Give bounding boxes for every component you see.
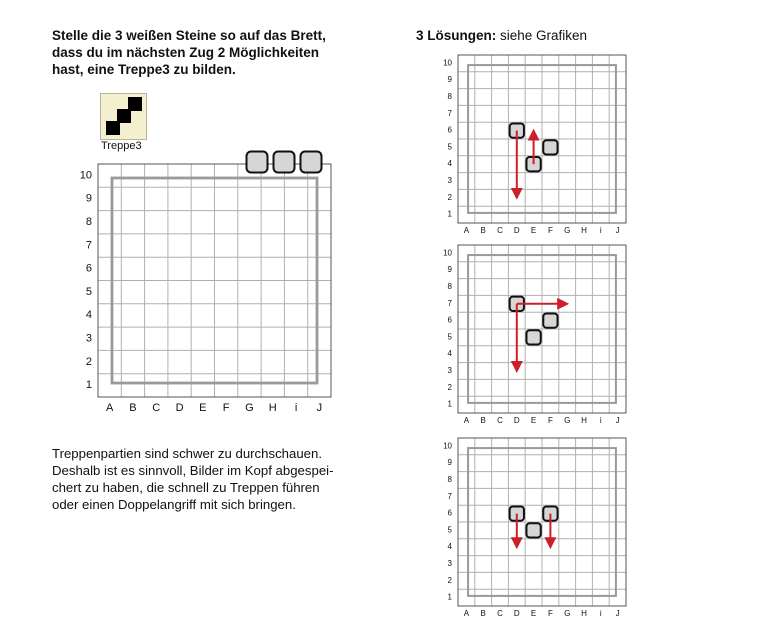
- row-label: 7: [447, 298, 452, 308]
- column-label: B: [480, 226, 486, 235]
- column-label: E: [530, 609, 537, 618]
- column-label: D: [513, 416, 520, 425]
- column-label: F: [547, 226, 553, 235]
- column-label: A: [105, 402, 114, 414]
- column-label: B: [480, 609, 486, 618]
- column-label: D: [175, 402, 184, 414]
- column-label: H: [581, 609, 587, 618]
- row-label: 2: [85, 355, 92, 368]
- row-label: 6: [85, 262, 92, 275]
- row-label: 5: [85, 285, 92, 298]
- row-label: 7: [447, 108, 452, 118]
- white-stone: [247, 152, 268, 173]
- row-label: 9: [85, 192, 92, 205]
- white-stone: [526, 330, 540, 344]
- main-board: [80, 152, 331, 415]
- column-label: i: [599, 609, 602, 618]
- column-label: i: [599, 416, 602, 425]
- row-label: 1: [447, 209, 452, 219]
- row-label: 10: [443, 441, 452, 451]
- note-line-1: Treppenpartien sind schwer zu durchschauen.: [52, 446, 323, 461]
- row-label: 6: [447, 508, 452, 518]
- white-stone: [526, 523, 540, 537]
- row-label: 10: [443, 58, 452, 68]
- row-label: 6: [447, 315, 452, 325]
- column-label: C: [497, 609, 503, 618]
- column-label: F: [547, 609, 553, 618]
- column-label: G: [564, 226, 571, 235]
- column-label: D: [513, 226, 520, 235]
- row-label: 3: [447, 366, 452, 376]
- row-label: 2: [447, 575, 452, 585]
- solutions-title-rest: siehe Grafiken: [496, 28, 588, 43]
- column-label: J: [615, 609, 620, 618]
- row-label: 6: [447, 125, 452, 135]
- row-label: 2: [447, 192, 452, 202]
- column-label: A: [463, 226, 470, 235]
- solution-board-3: [443, 438, 626, 618]
- column-label: H: [268, 402, 277, 414]
- column-label: H: [581, 416, 587, 425]
- row-label: 1: [85, 379, 92, 392]
- row-label: 1: [447, 592, 452, 602]
- column-label: C: [152, 402, 161, 414]
- column-label: i: [599, 226, 602, 235]
- column-label: J: [316, 402, 323, 414]
- row-label: 3: [447, 559, 452, 569]
- column-label: B: [480, 416, 486, 425]
- row-label: 4: [85, 309, 92, 322]
- row-label: 8: [447, 475, 452, 485]
- column-label: E: [530, 416, 537, 425]
- row-label: 3: [447, 176, 452, 186]
- column-label: E: [530, 226, 537, 235]
- solutions-title-bold: 3 Lösungen:: [416, 28, 497, 43]
- row-label: 3: [85, 332, 92, 345]
- white-stone: [274, 152, 295, 173]
- row-label: 9: [447, 75, 452, 85]
- row-label: 7: [85, 239, 92, 252]
- note-line-2: Deshalb ist es sinnvoll, Bilder im Kopf abgespei-: [52, 463, 334, 478]
- column-label: G: [245, 402, 254, 414]
- column-label: J: [615, 416, 620, 425]
- solution-board-1: [443, 55, 626, 235]
- row-label: 5: [447, 142, 452, 152]
- row-label: 1: [447, 399, 452, 409]
- row-label: 10: [443, 248, 452, 258]
- task-line-2: dass du im nächsten Zug 2 Möglichkeiten: [52, 45, 320, 60]
- column-label: B: [129, 402, 137, 414]
- row-label: 4: [447, 159, 452, 169]
- column-label: E: [199, 402, 207, 414]
- column-label: G: [564, 609, 571, 618]
- column-label: C: [497, 416, 503, 425]
- note-line-4: oder einen Doppelangriff mit sich bringen.: [52, 497, 296, 512]
- row-label: 2: [447, 382, 452, 392]
- row-label: 8: [447, 92, 452, 102]
- row-label: 5: [447, 525, 452, 535]
- piece-label: Treppe3: [101, 140, 142, 152]
- column-label: D: [513, 609, 520, 618]
- solution-board-2: [443, 245, 626, 425]
- row-label: 7: [447, 491, 452, 501]
- task-line-3: hast, eine Treppe3 zu bilden.: [52, 62, 236, 77]
- column-label: A: [463, 609, 470, 618]
- row-label: 5: [447, 332, 452, 342]
- white-stone: [543, 313, 557, 327]
- row-label: 8: [447, 282, 452, 292]
- column-label: C: [497, 226, 503, 235]
- white-stone: [543, 140, 557, 154]
- row-label: 8: [85, 216, 92, 229]
- row-label: 4: [447, 542, 452, 552]
- column-label: i: [294, 402, 298, 414]
- row-label: 9: [447, 458, 452, 468]
- task-line-1: Stelle die 3 weißen Steine so auf das Brett,: [52, 28, 326, 43]
- column-label: F: [547, 416, 553, 425]
- note-line-3: chert zu haben, die schnell zu Treppen führen: [52, 480, 320, 495]
- column-label: J: [615, 226, 620, 235]
- row-label: 4: [447, 349, 452, 359]
- row-label: 10: [79, 169, 92, 182]
- column-label: H: [581, 226, 587, 235]
- column-label: G: [564, 416, 571, 425]
- row-label: 9: [447, 265, 452, 275]
- white-stone: [301, 152, 322, 173]
- column-label: A: [463, 416, 470, 425]
- column-label: F: [222, 402, 230, 414]
